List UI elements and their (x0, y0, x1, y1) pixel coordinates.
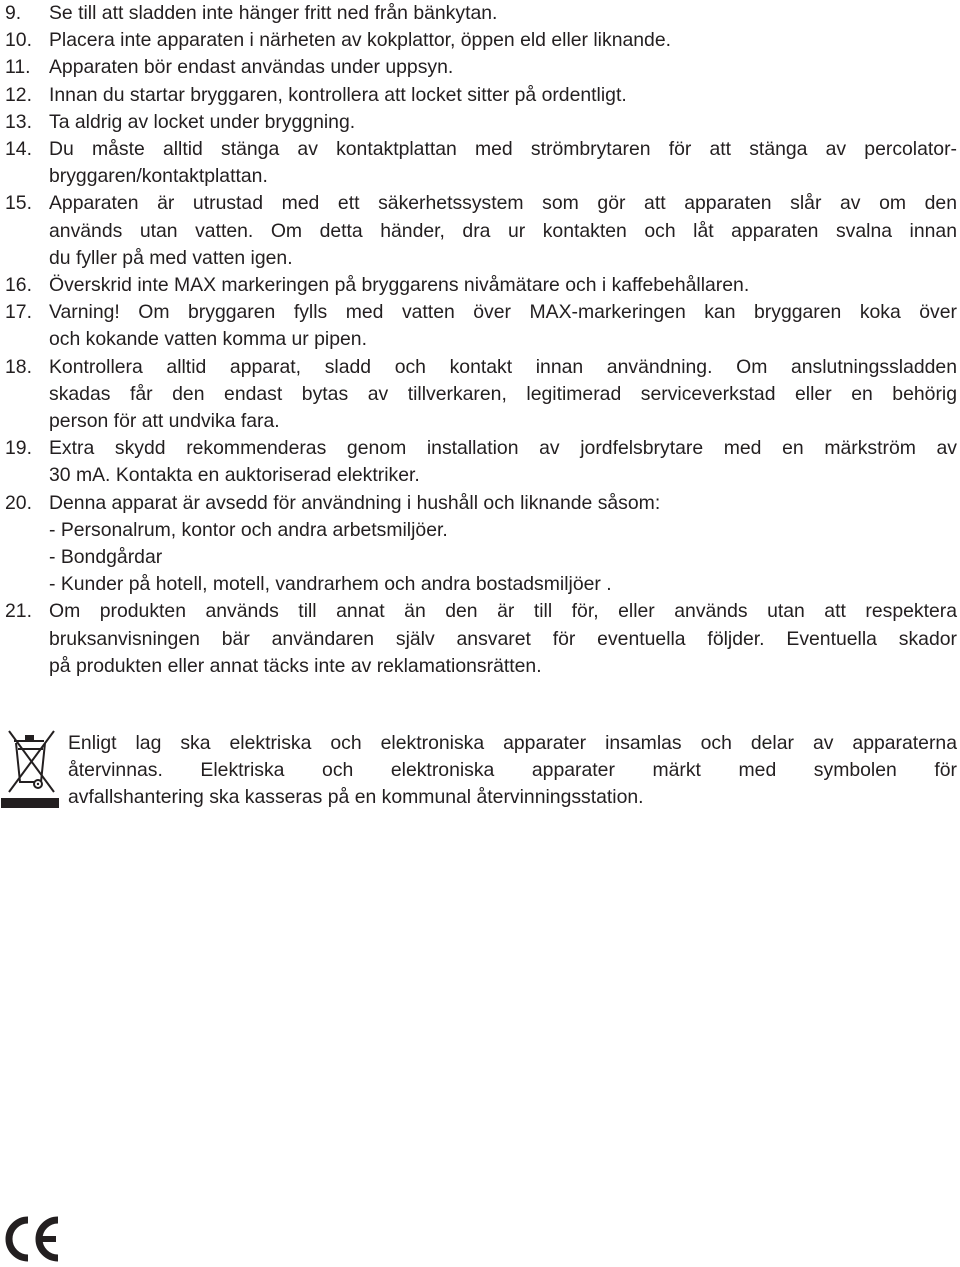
item-line: och kokande vatten komma ur pipen. (49, 328, 367, 351)
list-item (5, 0, 957, 27)
item-text (49, 435, 957, 489)
item-line: 30 mA. Kontakta en auktoriserad elektriker. (49, 464, 420, 487)
item-number: 10. (5, 29, 32, 52)
item-line: Innan du startar bryggaren, kontrollera att locket sitter på ordentligt. (49, 83, 627, 106)
item-text (49, 136, 957, 190)
item-line: bryggaren/kontaktplattan. (49, 165, 268, 188)
item-number: 13. (5, 110, 32, 133)
item-number: 17. (5, 301, 32, 324)
item-text (49, 598, 957, 680)
item-line: Se till att sladden inte hänger fritt ned från bänkytan. (49, 2, 498, 24)
item-line: Placera inte apparaten i närheten av kokplattor, öppen eld eller liknande. (49, 29, 671, 52)
item-line: Denna apparat är avsedd för användning i hushåll och liknande såsom: (49, 491, 661, 514)
list-item (5, 109, 957, 136)
item-line: Apparaten bör endast användas under uppsyn. (49, 56, 454, 79)
list-item (5, 435, 957, 489)
weee-line: Enligt lag ska elektriska och elektroniska apparater insamlas och delar av apparaterna (68, 732, 957, 754)
item-text (49, 490, 957, 599)
item-line: Apparaten är utrustad med ett säkerhetssystem som gör att apparaten slår av om den (49, 192, 957, 215)
item-text (49, 27, 957, 54)
item-number: 20. (5, 491, 32, 514)
item-text (49, 82, 957, 109)
list-item (5, 299, 957, 353)
list-item (5, 136, 957, 190)
item-text (49, 272, 957, 299)
item-text (49, 190, 957, 272)
list-item (5, 82, 957, 109)
item-number: 16. (5, 274, 32, 297)
item-line: Kontrollera alltid apparat, sladd och kontakt innan användning. Om anslutningssladden (49, 355, 957, 378)
item-line: skadas får den endast bytas av tillverkaren, legitimerad serviceverkstad eller en behörig (49, 382, 957, 405)
item-line: Extra skydd rekommenderas genom installation av jordfelsbrytare med en märkström av (49, 437, 957, 460)
item-line: används utan vatten. Om detta händer, dra ur kontakten och låt apparaten svalna innan (49, 219, 957, 242)
safety-instructions-list (5, 0, 957, 680)
list-item (5, 490, 957, 599)
item-line: Ta aldrig av locket under bryggning. (49, 110, 356, 133)
item-line: - Kunder på hotell, motell, vandrarhem och andra bostadsmiljöer . (49, 573, 612, 596)
item-number: 19. (5, 437, 32, 460)
item-text (49, 54, 957, 81)
list-item (5, 54, 957, 81)
item-line: Du måste alltid stänga av kontaktplattan med strömbrytaren för att stänga av percolator- (49, 138, 957, 161)
item-number: 18. (5, 355, 32, 378)
weee-line: återvinnas. Elektriska och elektroniska apparater märkt med symbolen för (68, 759, 957, 782)
list-item (5, 354, 957, 436)
item-line: Varning! Om bryggaren fylls med vatten över MAX-markeringen kan bryggaren koka över (49, 301, 957, 324)
item-line: - Personalrum, kontor och andra arbetsmiljöer. (49, 518, 448, 541)
list-item (5, 190, 957, 272)
item-text (49, 0, 957, 27)
item-line: du fyller på med vatten igen. (49, 246, 293, 269)
ce-mark-icon (4, 1216, 62, 1262)
item-line: - Bondgårdar (49, 546, 163, 569)
weee-line: avfallshantering ska kasseras på en kommunal återvinningsstation. (68, 786, 644, 809)
item-line: på produkten eller annat täcks inte av reklamationsrätten. (49, 654, 542, 677)
list-item (5, 272, 957, 299)
item-text (49, 299, 957, 353)
item-number: 9. (5, 2, 22, 24)
item-number: 21. (5, 600, 32, 623)
item-line: Överskrid inte MAX markeringen på bryggarens nivåmätare och i kaffebehållaren. (49, 274, 750, 297)
item-number: 14. (5, 138, 32, 161)
list-item (5, 598, 957, 680)
item-line: person för att undvika fara. (49, 410, 280, 433)
item-text (49, 109, 957, 136)
item-number: 15. (5, 192, 32, 215)
item-line: Om produkten används till annat än den är till för, eller används utan att respektera (49, 600, 957, 623)
item-number: 11. (5, 56, 31, 79)
list-item (5, 27, 957, 54)
item-number: 12. (5, 83, 32, 106)
crossed-out-wheelie-bin-icon (0, 722, 62, 810)
item-line: bruksanvisningen bär användaren själv ansvaret för eventuella följder. Eventuella skador (49, 627, 957, 650)
item-text (49, 354, 957, 436)
weee-notice (68, 730, 957, 812)
